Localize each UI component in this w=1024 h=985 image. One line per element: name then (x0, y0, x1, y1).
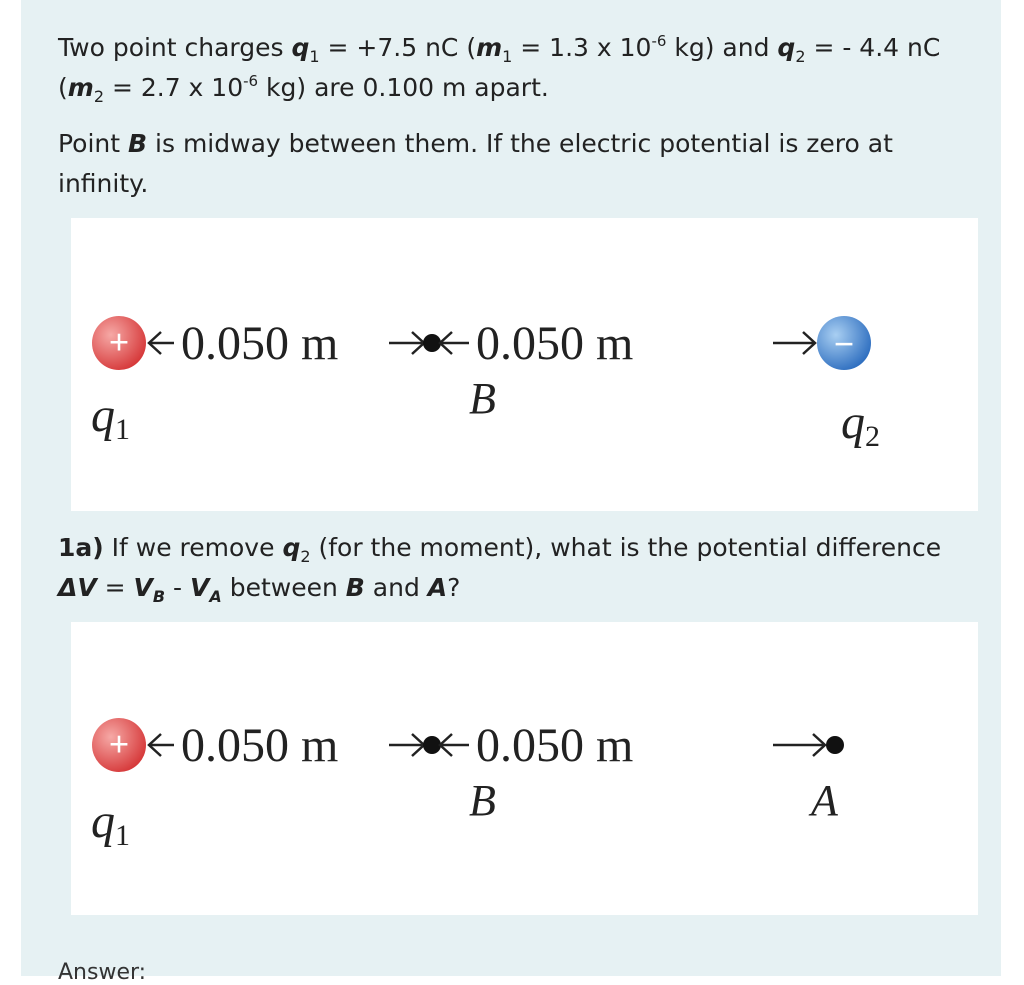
answer-label: Answer: (58, 960, 147, 985)
q2-label: q2 (841, 396, 880, 453)
distance-left-label: 0.050 m (181, 719, 339, 772)
arrow-to-a-icon (773, 734, 825, 756)
left-distance-arrow-icon (149, 734, 174, 756)
intro-text-7: kg) are 0.100 m apart. (258, 73, 549, 102)
figure-two-charges (71, 218, 978, 511)
va-symbol: V (190, 573, 210, 602)
distance-right-label: 0.050 m (476, 719, 634, 772)
point-b-label: B (469, 776, 496, 825)
q2-subscript: 2 (795, 47, 806, 66)
q1a-equals: = (96, 573, 134, 602)
point-b-label: B (469, 374, 496, 423)
q1a-a-symbol: A (427, 573, 448, 602)
negative-charge-icon (817, 316, 871, 370)
arrow-to-b-icon (389, 734, 424, 756)
m2-subscript: 2 (93, 87, 105, 106)
delta-v-symbol: ΔV (58, 573, 97, 602)
arrow-to-b-icon (389, 332, 424, 354)
intro-text-4: kg) and (666, 33, 778, 62)
q1-label: q1 (91, 389, 130, 446)
q1a-b-symbol: B (345, 573, 365, 602)
m2-symbol: m (67, 73, 94, 102)
q1a-q2-symbol: q (282, 533, 301, 562)
m1-symbol: m (476, 33, 503, 62)
left-distance-arrow-icon (149, 332, 174, 354)
q2-symbol: q (777, 33, 796, 62)
va-subscript: A (209, 587, 222, 606)
q1a-text-1: If we remove (103, 533, 283, 562)
figure-single-charge (71, 622, 978, 915)
question-1a (58, 528, 958, 608)
q1a-end: ? (447, 573, 461, 602)
q1a-q2-subscript: 2 (300, 547, 311, 566)
q1-subscript: 1 (309, 47, 320, 66)
arrow-to-q2-icon (773, 332, 815, 354)
m1-subscript: 1 (502, 47, 513, 66)
intro-text-3: = 1.3 x 10 (512, 33, 652, 62)
positive-sign: + (108, 724, 130, 764)
intro-text-2: = +7.5 nC ( (319, 33, 477, 62)
m1-exponent: -6 (651, 31, 667, 50)
arrow-from-b-icon (440, 734, 469, 756)
question-number: 1a) (58, 533, 104, 562)
distance-right-label: 0.050 m (476, 317, 634, 370)
arrow-from-b-icon (440, 332, 469, 354)
vb-subscript: B (152, 587, 166, 606)
midpoint-statement (58, 124, 958, 204)
positive-sign: + (108, 322, 130, 362)
midpoint-b-symbol: B (128, 129, 148, 158)
intro-text-6: = 2.7 x 10 (104, 73, 244, 102)
q1-symbol: q (291, 33, 310, 62)
intro-text-1: Two point charges (58, 33, 292, 62)
distance-left-label: 0.050 m (181, 317, 339, 370)
problem-intro (58, 28, 958, 108)
m2-exponent: -6 (243, 71, 259, 90)
negative-sign: − (833, 324, 855, 364)
q1-label: q1 (91, 795, 130, 852)
midpoint-text-2: is midway between them. If the electric potential is zero at infinity. (58, 129, 893, 198)
q1a-text-2: (for the moment), what is the potential difference (310, 533, 942, 562)
q1a-and: and (364, 573, 428, 602)
positive-charge-icon (92, 718, 146, 772)
positive-charge-icon (92, 316, 146, 370)
q1a-minus: - (165, 573, 191, 602)
vb-symbol: V (133, 573, 153, 602)
point-a-label: A (811, 776, 838, 825)
intro-text-5: = - 4.4 nC ( (58, 33, 941, 102)
point-a-marker-icon (826, 736, 844, 754)
q1a-text-3: between (221, 573, 346, 602)
midpoint-text-1: Point (58, 129, 129, 158)
